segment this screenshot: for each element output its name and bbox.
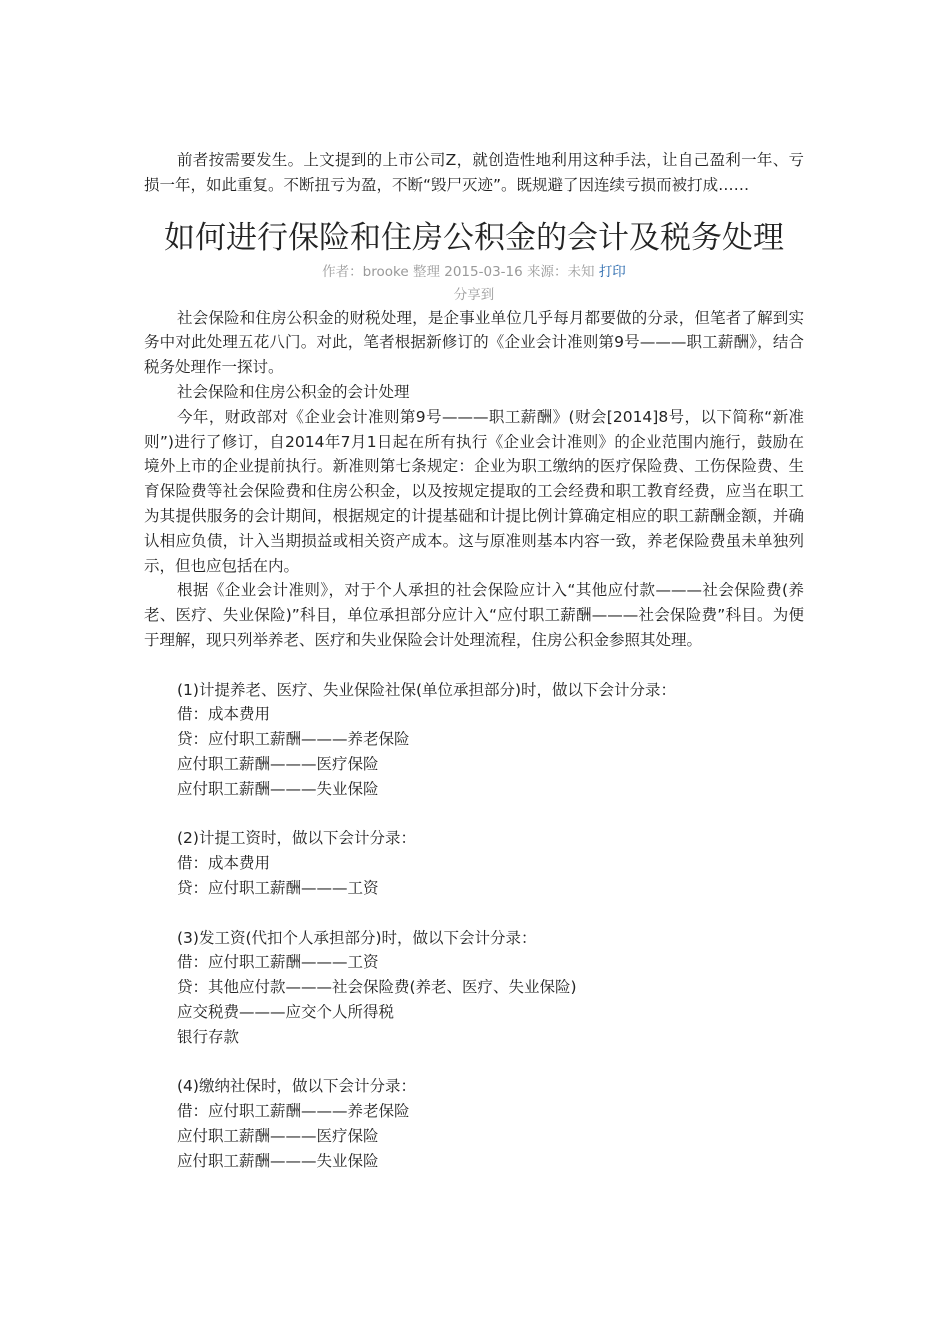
entry-heading: (3)发工资(代扣个人承担部分)时，做以下会计分录： [177, 928, 537, 947]
source-value: 未知 [567, 263, 595, 280]
author-label: 作者： [322, 263, 363, 280]
entry-line: 应付职工薪酬———医疗保险 [177, 754, 379, 773]
entry-line: 应付职工薪酬———失业保险 [177, 1151, 379, 1170]
entry-line: 应付职工薪酬———失业保险 [177, 779, 379, 798]
body-paragraph: 根据《企业会计准则》，对于个人承担的社会保险应计入“其他应付款———社会保险费(养老、医疗、失业保险)”科目，单位承担部分应计入“应付职工薪酬———社会保险费”科目。为便于理解，现只列举养老、医疗和失业保险会计处理流程，住房公积金参照其处理。 [144, 581, 804, 649]
journal-entry-1 [144, 678, 804, 802]
entry-line: 应付职工薪酬———医疗保险 [177, 1126, 379, 1145]
body-paragraph: 社会保险和住房公积金的财税处理，是企事业单位几乎每月都要做的分录，但笔者了解到实务中对此处理五花八门。对此，笔者根据新修订的《企业会计准则第9号———职工薪酬》，结合税务处理作一探讨。 [144, 308, 804, 377]
source-label: 来源： [527, 263, 568, 280]
entry-heading: (1)计提养老、医疗、失业保险社保(单位承担部分)时，做以下会计分录： [177, 680, 677, 699]
intro-paragraph: 前者按需要发生。上文提到的上市公司Z，就创造性地利用这种手法，让自己盈利一年、亏损一年，如此重复。不断扭亏为盈，不断“毁尸灭迹”。既规避了因连续亏损而被打成…… [144, 151, 804, 194]
author-name: brooke 整理 [362, 263, 440, 280]
entry-line: 银行存款 [177, 1027, 240, 1046]
document-page [144, 148, 804, 1173]
spacer [144, 802, 804, 827]
publish-date: 2015-03-16 [444, 263, 523, 280]
journal-entry-2 [144, 826, 804, 900]
section-heading: 社会保险和住房公积金的会计处理 [177, 382, 410, 401]
spacer [144, 653, 804, 678]
article-title: 如何进行保险和住房公积金的会计及税务处理 [164, 219, 784, 256]
spacer [144, 901, 804, 926]
spacer [144, 1050, 804, 1075]
entry-line: 借：成本费用 [177, 854, 271, 873]
entry-line: 借：应付职工薪酬———养老保险 [177, 1102, 410, 1121]
journal-entry-3 [144, 926, 804, 1050]
body-paragraph: 今年，财政部对《企业会计准则第9号———职工薪酬》(财会[2014]8号，以下简称“新准则”)进行了修订，自2014年7月1日起在所有执行《企业会计准则》的企业范围内施行，鼓励在境外上市的企业提前执行。新准则第七条规定：企业为职工缴纳的医疗保险费、工伤保险费、生育保险费等社会保险费和住房公积金，以及按规定提取的工会经费和职工教育经费，应当在职工为其提供服务的会计期间，根据规定的计提基础和计提比例计算确定相应的职工薪酬金额，并确认相应负债，计入当期损益或相关资产成本。这与原准则基本内容一致，养老保险费虽未单独列示，但也应包括在内。 [144, 407, 804, 575]
journal-entry-4 [144, 1074, 804, 1173]
entry-line: 贷：应付职工薪酬———养老保险 [177, 730, 410, 749]
article-meta [144, 262, 804, 282]
entry-heading: (2)计提工资时，做以下会计分录： [177, 829, 416, 848]
entry-line: 借：成本费用 [177, 705, 271, 724]
entry-heading: (4)缴纳社保时，做以下会计分录： [177, 1077, 416, 1096]
share-label[interactable]: 分享到 [453, 286, 495, 303]
entry-line: 贷：应付职工薪酬———工资 [177, 878, 379, 897]
entry-line: 借：应付职工薪酬———工资 [177, 953, 379, 972]
entry-line: 贷：其他应付款———社会保险费(养老、医疗、失业保险) [177, 978, 577, 997]
print-link[interactable]: 打印 [598, 263, 626, 280]
entry-line: 应交税费———应交个人所得税 [177, 1002, 395, 1021]
